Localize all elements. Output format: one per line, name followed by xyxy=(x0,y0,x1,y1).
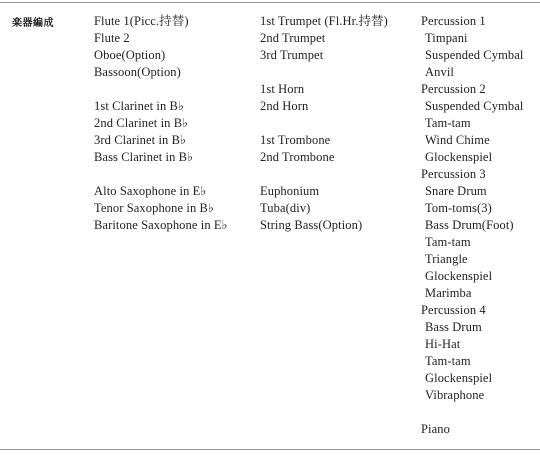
instrument-item: Timpani xyxy=(425,31,468,45)
instrument-item: Oboe(Option) xyxy=(94,48,166,62)
instrument-item: 1st Trumpet (Fl.Hr.持替) xyxy=(260,14,388,28)
percussion-group-label: Percussion 3 xyxy=(421,167,486,181)
group-spacer xyxy=(94,81,254,98)
percussion-column xyxy=(421,13,539,438)
instrument-item: 1st Clarinet in B♭ xyxy=(94,99,184,113)
percussion-group-label: Percussion 2 xyxy=(421,82,486,96)
group-spacer xyxy=(260,64,418,81)
instrument-item: Snare Drum xyxy=(425,184,487,198)
instrument-item: String Bass(Option) xyxy=(260,218,363,232)
instrument-item: 3rd Clarinet in B♭ xyxy=(94,133,187,147)
instrument-item: 1st Horn xyxy=(260,82,305,96)
instrument-item: Tam-tam xyxy=(425,116,471,130)
instrument-item: Euphonium xyxy=(260,184,320,198)
instrument-item: Glockenspiel xyxy=(425,269,493,283)
instrument-item: Anvil xyxy=(425,65,454,79)
bottom-divider xyxy=(0,449,540,450)
group-spacer xyxy=(260,115,418,132)
instrument-item: Baritone Saxophone in E♭ xyxy=(94,218,228,232)
instrument-item: Triangle xyxy=(425,252,468,266)
instrument-item: Suspended Cymbal xyxy=(425,48,524,62)
instrument-item: Wind Chime xyxy=(425,133,490,147)
instrument-item: Tam-tam xyxy=(425,235,471,249)
instrument-item: 2nd Horn xyxy=(260,99,309,113)
instrument-item: 2nd Trombone xyxy=(260,150,335,164)
instrument-item: Hi-Hat xyxy=(425,337,461,351)
group-spacer xyxy=(260,166,418,183)
instrument-item: 1st Trombone xyxy=(260,133,331,147)
instrument-item: Bass Drum xyxy=(425,320,482,334)
instrument-item: Tom-toms(3) xyxy=(425,201,492,215)
instrument-item: Tuba(div) xyxy=(260,201,311,215)
instrument-item: Tam-tam xyxy=(425,354,471,368)
instrument-item: 2nd Clarinet in B♭ xyxy=(94,116,189,130)
instrument-item: Alto Saxophone in E♭ xyxy=(94,184,207,198)
instrument-item: Suspended Cymbal xyxy=(425,99,524,113)
instrument-item: Tenor Saxophone in B♭ xyxy=(94,201,214,215)
instrument-item: 2nd Trumpet xyxy=(260,31,326,45)
instrument-item: Bass Clarinet in B♭ xyxy=(94,150,194,164)
instrument-item: Bassoon(Option) xyxy=(94,65,181,79)
top-divider xyxy=(0,2,540,3)
instrument-item: Flute 2 xyxy=(94,31,130,45)
brass-column xyxy=(260,13,418,234)
instrument-item: Vibraphone xyxy=(425,388,485,402)
group-spacer xyxy=(94,166,254,183)
instrument-item: 3rd Trumpet xyxy=(260,48,324,62)
woodwinds-column xyxy=(94,13,254,234)
instrument-item: Glockenspiel xyxy=(425,150,493,164)
percussion-group-label: Piano xyxy=(421,422,450,436)
instrument-item: Marimba xyxy=(425,286,472,300)
section-heading: 楽器編成 xyxy=(12,18,54,29)
percussion-group-label: Percussion 1 xyxy=(421,14,486,28)
instrument-item: Glockenspiel xyxy=(425,371,493,385)
instrument-item: Flute 1(Picc.持替) xyxy=(94,14,189,28)
percussion-group-label: Percussion 4 xyxy=(421,303,486,317)
instrument-item: Bass Drum(Foot) xyxy=(425,218,514,232)
group-spacer xyxy=(421,404,539,421)
